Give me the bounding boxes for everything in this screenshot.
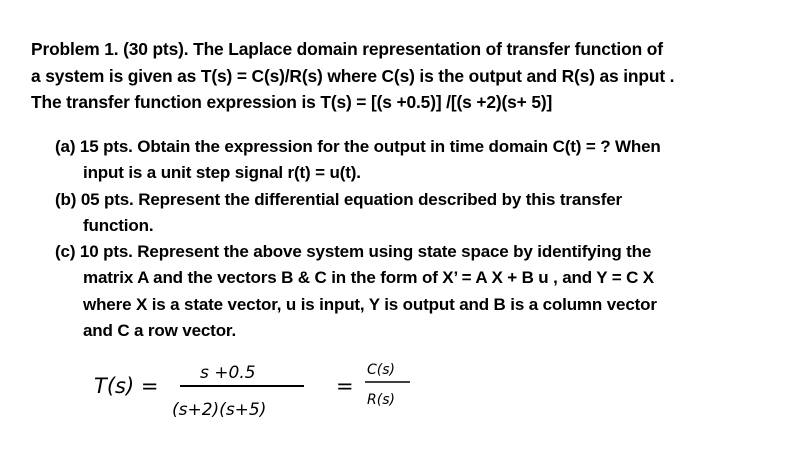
part-c bbox=[55, 239, 795, 344]
hw-numerator: s +0.5 bbox=[200, 363, 256, 383]
part-c-line-2: matrix A and the vectors B & C in the form of X’ = A X + B u , and Y = C X bbox=[83, 268, 654, 288]
part-a bbox=[55, 134, 795, 187]
handwritten-equation bbox=[92, 355, 432, 425]
part-b bbox=[55, 187, 795, 240]
problem-line-1: Problem 1. (30 pts). The Laplace domain representation of transfer function of bbox=[31, 39, 663, 59]
part-a-line-1: (a) 15 pts. Obtain the expression for the output in time domain C(t) = ? When bbox=[55, 137, 661, 156]
hw-rhs-denominator: R(s) bbox=[367, 392, 395, 408]
problem-line-2: a system is given as T(s) = C(s)/R(s) where C(s) is the output and R(s) as input . bbox=[31, 65, 675, 86]
hw-equals: = bbox=[336, 374, 354, 398]
problem-parts bbox=[55, 134, 795, 344]
hw-rhs-numerator: C(s) bbox=[367, 362, 395, 378]
part-c-line-3: where X is a state vector, u is input, Y is output and B is a column vector bbox=[83, 294, 657, 314]
part-a-line-2: input is a unit step signal r(t) = u(t). bbox=[83, 163, 361, 183]
problem-line-3: The transfer function expression is T(s) = [(s +0.5)] /[(s +2)(s+ 5)] bbox=[31, 92, 553, 112]
part-c-line-4: and C a row vector. bbox=[83, 321, 237, 341]
part-b-line-1: (b) 05 pts. Represent the differential equation described by this transfer bbox=[55, 189, 623, 209]
hw-denominator: (s+2)(s+5) bbox=[172, 400, 267, 420]
handwritten-equation-svg bbox=[92, 355, 432, 425]
problem-statement bbox=[31, 36, 791, 116]
hw-lhs: T(s) = bbox=[94, 374, 159, 398]
part-b-line-2: function. bbox=[83, 215, 154, 235]
part-c-line-1: (c) 10 pts. Represent the above system using state space by identifying the bbox=[55, 242, 652, 262]
